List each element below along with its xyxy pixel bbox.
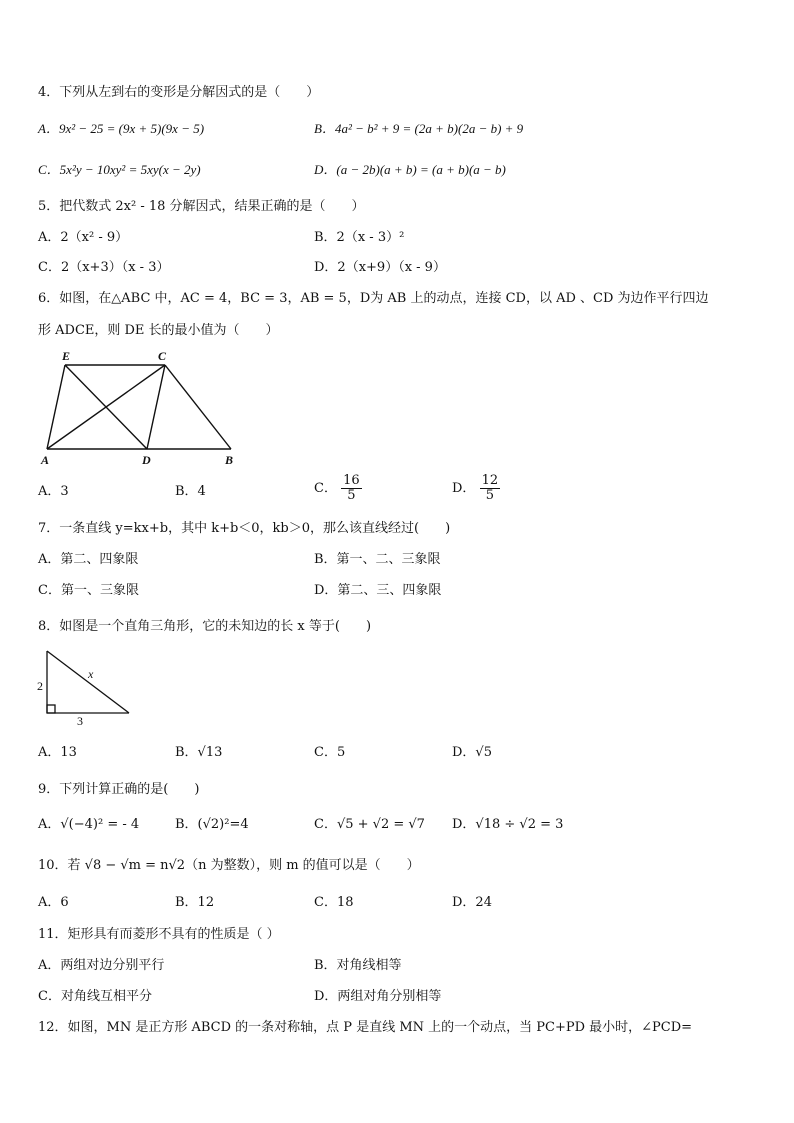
q7-option-c: C．第一、三象限: [38, 583, 139, 598]
q9-option-d: D．√18 ÷ √2 = 3: [452, 817, 564, 832]
q7-stem: 7．一条直线 y=kx+b，其中 k+b＜0，kb＞0，那么该直线经过( ): [38, 521, 451, 536]
q8-option-b: B．√13: [175, 745, 223, 760]
q6-option-d-fraction: [480, 474, 501, 503]
q5-option-a: A．2（x² - 9）: [38, 230, 129, 245]
q8-option-d: D．√5: [452, 745, 492, 760]
q6-option-c: [314, 474, 362, 503]
q4-stem: 4．下列从左到右的变形是分解因式的是（ ）: [38, 85, 320, 100]
q5-option-d: D．2（x+9）（x - 9）: [314, 260, 446, 275]
q8-option-a: A．13: [38, 745, 77, 760]
q8-right-triangle-figure: [34, 646, 138, 726]
q6-stem-line1: 6．如图，在△ABC 中，AC = 4，BC = 3，AB = 5，D为 AB 上的动点，连接 CD，以 AD 、CD 为边作平行四边: [38, 291, 709, 306]
q10-option-b: B．12: [175, 895, 215, 910]
q6-parallelogram-figure: [38, 346, 248, 470]
q6-option-b: B．4: [175, 484, 206, 499]
q6-label-e: E: [62, 349, 71, 363]
q6-stem-line2: 形 ADCE，则 DE 长的最小值为（ ）: [38, 323, 279, 338]
q6-label-b: B: [225, 453, 234, 467]
q6-label-a: A: [41, 453, 50, 467]
q8-stem: 8．如图是一个直角三角形，它的未知边的长 x 等于( ): [38, 619, 372, 634]
q11-stem: 11．矩形具有而菱形不具有的性质是（ ）: [38, 927, 280, 942]
q6-label-d: D: [142, 453, 151, 467]
q4-option-c: C．5x²y − 10xy² = 5xy(x − 2y): [38, 162, 201, 177]
q6-option-c-numerator: 16: [343, 473, 360, 488]
q7-option-d: D．第二、三、四象限: [314, 583, 442, 598]
q5-option-c: C．2（x+3）（x - 3）: [38, 260, 170, 275]
q9-option-a: A．√(−4)² = - 4: [38, 817, 140, 832]
q8-label-hypotenuse: x: [88, 667, 94, 681]
q7-option-a: A．第二、四象限: [38, 552, 139, 567]
q6-option-a: A．3: [38, 484, 69, 499]
q7-option-b: B．第一、二、三象限: [314, 552, 441, 567]
q11-option-c: C．对角线互相平分: [38, 989, 152, 1004]
q9-stem: 9．下列计算正确的是( ): [38, 782, 200, 797]
q5-option-b: B．2（x - 3）²: [314, 230, 405, 245]
q6-option-c-fraction: [341, 474, 362, 503]
q4-option-d: D．(a − 2b)(a + b) = (a + b)(a − b): [314, 162, 506, 177]
q6-option-d-denominator: 5: [485, 488, 494, 503]
q6-option-c-prefix: C．: [314, 481, 337, 496]
q10-option-d: D．24: [452, 895, 492, 910]
q11-option-d: D．两组对角分别相等: [314, 989, 442, 1004]
q8-label-bottom-side: 3: [77, 714, 83, 726]
q4-option-a: A．9x² − 25 = (9x + 5)(9x − 5): [38, 121, 205, 136]
q6-option-d: [452, 474, 500, 503]
q9-option-b: B．(√2)²=4: [175, 817, 249, 832]
q11-option-a: A．两组对边分别平行: [38, 958, 165, 973]
q12-stem: 12．如图，MN 是正方形 ABCD 的一条对称轴，点 P 是直线 MN 上的一个动点，当 PC+PD 最小时，∠PCD=: [38, 1020, 693, 1035]
q10-stem: 10．若 √8 − √m = n√2（n 为整数），则 m 的值可以是（ ）: [38, 858, 420, 873]
q5-stem: 5．把代数式 2x² - 18 分解因式，结果正确的是（ ）: [38, 199, 365, 214]
q9-option-c: C．√5 + √2 = √7: [314, 817, 425, 832]
q8-option-c: C．5: [314, 745, 346, 760]
q6-option-d-prefix: D．: [452, 481, 476, 496]
q4-option-b: B．4a² − b² + 9 = (2a + b)(2a − b) + 9: [314, 121, 524, 136]
q11-option-b: B．对角线相等: [314, 958, 402, 973]
q10-option-a: A．6: [38, 895, 69, 910]
q6-option-d-numerator: 12: [481, 473, 499, 488]
q6-label-c: C: [158, 349, 167, 363]
q10-option-c: C．18: [314, 895, 354, 910]
q8-label-left-side: 2: [37, 679, 43, 693]
q6-option-c-denominator: 5: [347, 488, 356, 503]
